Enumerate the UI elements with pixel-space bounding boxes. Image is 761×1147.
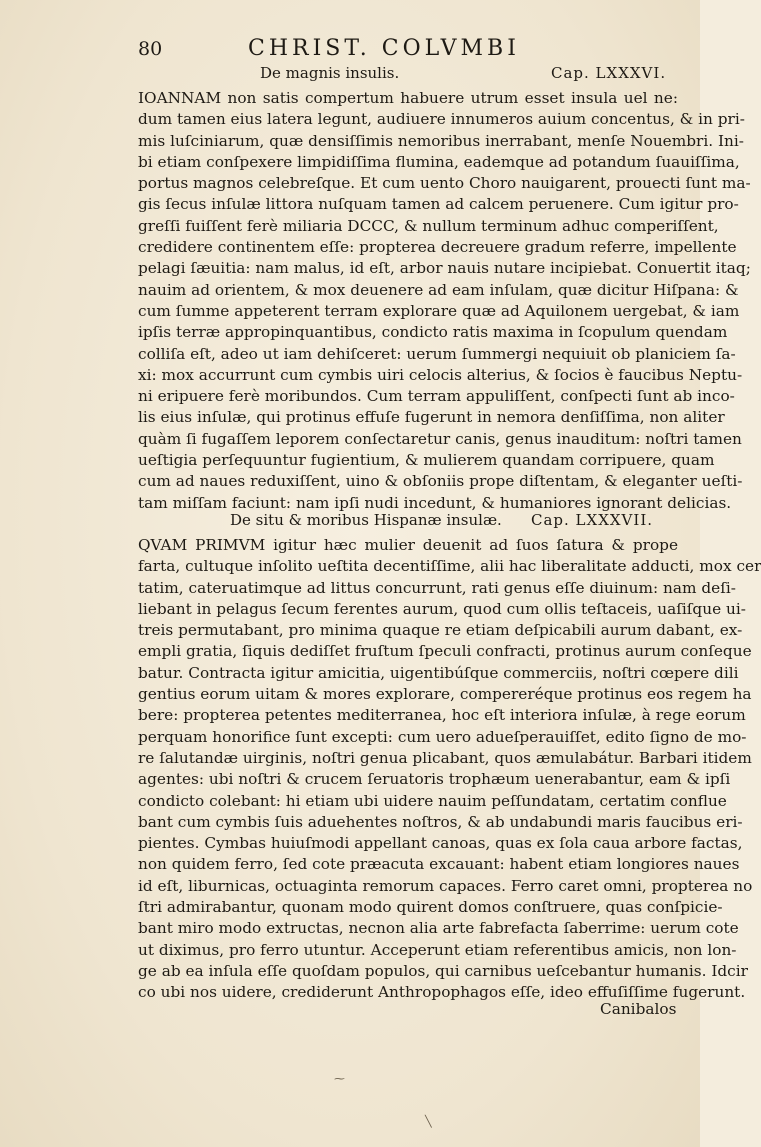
text-line: agentes: ubi noſtri & crucem ſeruatoris trophæum uenerabantur, eam & ipſi (138, 770, 731, 789)
text-line: QVAM PRIMVM igitur hæc mulier deuenit ad ſuos ſatura & prope (138, 536, 678, 554)
text-line: co ubi nos uidere, crediderunt Anthropophagos eſſe, ideo effuſiſſime fugerunt. (138, 983, 746, 1002)
text-line: ni eripuere ferè moribundos. Cum terram appuliſſent, conſpecti ſunt ab inco- (138, 387, 735, 406)
text-line: bant miro modo extructas, necnon alia arte fabrefacta ſaberrime: uerum cote (138, 919, 739, 938)
text-line: ge ab ea inſula eſſe quoſdam populos, qui carnibus ueſcebantur humanis. Idcir (138, 961, 748, 980)
text-line: treis permutabant, pro minima quaque re etiam deſpicabili aurum dabant, ex- (138, 621, 743, 640)
text-line: bant cum cymbis ſuis aduehentes noſtros, & ab undabundi maris faucibus eri- (138, 812, 743, 831)
chapter-number: Cap. LXXXVI. (551, 64, 667, 82)
chapter-heading (138, 511, 678, 535)
ink-speck: ⁓ (334, 1072, 345, 1085)
text-line: empli gratia, ſiquis dediſſet fruſtum ſpeculi confracti, protinus aurum conſeque (138, 642, 752, 661)
text-line: bere: propterea petentes mediterranea, hoc eſt interiora inſulæ, à rege eorum (138, 706, 746, 725)
text-line: pientes. Cymbas huiuſmodi appellant canoas, quas ex ſola caua arbore factas, (138, 834, 743, 853)
page-number: 80 (138, 38, 163, 60)
text-line: IOANNAM non satis compertum habuere utrum esset insula uel ne: (138, 89, 678, 107)
text-line: nauim ad orientem, & mox deuenere ad eam inſulam, quæ dicitur Hiſpana: & (138, 280, 739, 299)
text-line: ſtri admirabantur, quonam modo quirent domos conſtruere, quas conſpicie- (138, 898, 723, 917)
text-line: mis luſciniarum, quæ densiſſimis nemoribus inerrabant, menſe Nouembri. Ini- (138, 131, 744, 150)
paragraph-de-magnis-insulis (138, 88, 751, 514)
running-head: CHRIST. COLVMBI (248, 36, 520, 61)
text-line: portus magnos celebreſque. Et cum uento Choro nauigarent, prouecti ſunt ma- (138, 174, 751, 193)
ink-speck: ╲ (425, 1115, 432, 1128)
chapter-number: Cap. LXXXVII. (531, 511, 654, 529)
text-line: colliſa eſt, adeo ut iam dehiſceret: uerum ſummergi nequiuit ob planiciem ſa- (138, 344, 736, 363)
text-line: greſſi fuiſſent ferè miliaria DCCC, & nullum terminum adhuc comperiſſent, (138, 216, 719, 235)
chapter-title: De situ & moribus Hispanæ insulæ. (230, 511, 502, 529)
text-line: bi etiam conſpexere limpidiſſima flumina, eademque ad potandum ſuauiſſima, (138, 152, 740, 171)
text-line: re ſalutandæ uirginis, noſtri genua plicabant, quos æmulabátur. Barbari itidem (138, 748, 752, 767)
text-line: ut diximus, pro ferro utuntur. Acceperunt etiam referentibus amicis, non lon- (138, 940, 737, 959)
text-line: tatim, cateruatimque ad littus concurrunt, rati genus eſſe diuinum: nam deſi- (138, 578, 736, 597)
text-line: condicto colebant: hi etiam ubi uidere nauim peſſundatam, certatim conflue (138, 791, 727, 810)
catchword: Canibalos (600, 1000, 677, 1018)
text-line: gentius eorum uitam & mores explorare, compereréque protinus eos regem ha (138, 685, 752, 704)
text-line: perquam honorifice ſunt excepti: cum uero adueſperauiſſet, edito ſigno de mo- (138, 727, 747, 746)
text-line: xi: mox accurrunt cum cymbis uiri celocis alterius, & ſocios è faucibus Neptu- (138, 365, 743, 384)
text-line: gis ſecus inſulæ littora nuſquam tamen ad calcem peruenere. Cum igitur pro- (138, 195, 739, 214)
text-line: non quidem ferro, ſed cote præacuta excauant: habent etiam longiores naues (138, 855, 740, 874)
text-line: ueſtigia perſequuntur fugientium, & mulierem quandam corripuere, quam (138, 451, 715, 470)
text-line: ipſis terræ appropinquantibus, condicto ratis maxima in ſcopulum quendam (138, 323, 728, 342)
text-line: batur. Contracta igitur amicitia, uigentibúſque commerciis, noſtri cœpere dili (138, 663, 739, 682)
text-line: quàm ſi fugaſſem leporem conſectaretur canis, genus inauditum: noſtri tamen (138, 429, 742, 448)
text-line: farta, cultuque inſolito ueſtita decentiſſime, alii hac liberalitate adducti, mox cer (138, 557, 761, 576)
paragraph-de-situ-hispanae (138, 535, 761, 1004)
text-line: tam miſſam faciunt: nam ipſi nudi incedunt, & humaniores ignorant delicias. (138, 493, 732, 512)
text-line: dum tamen eius latera legunt, audiuere innumeros auium concentus, & in pri- (138, 110, 745, 129)
text-line: lis eius inſulæ, qui protinus effuſe fugerunt in nemora denſiſſima, non aliter (138, 408, 725, 427)
chapter-title: De magnis insulis. (260, 64, 400, 82)
text-line: id eſt, liburnicas, octuaginta remorum capaces. Ferro caret omni, propterea no (138, 876, 753, 895)
chapter-heading (138, 64, 678, 88)
text-line: credidere continentem eſſe: propterea decreuere gradum referre, impellente (138, 238, 737, 257)
text-line: pelagi ſæuitia: nam malus, id eſt, arbor nauis nutare incipiebat. Conuertit itaq; (138, 259, 751, 278)
text-line: cum ad naues reduxiſſent, uino & obſoniis prope diſtentam, & eleganter ueſti- (138, 472, 743, 491)
text-line: cum ſumme appeterent terram explorare quæ ad Aquilonem uergebat, & iam (138, 301, 740, 320)
text-line: liebant in pelagus ſecum ferentes aurum, quod cum ollis teſtaceis, uaſiſque ui- (138, 599, 746, 618)
